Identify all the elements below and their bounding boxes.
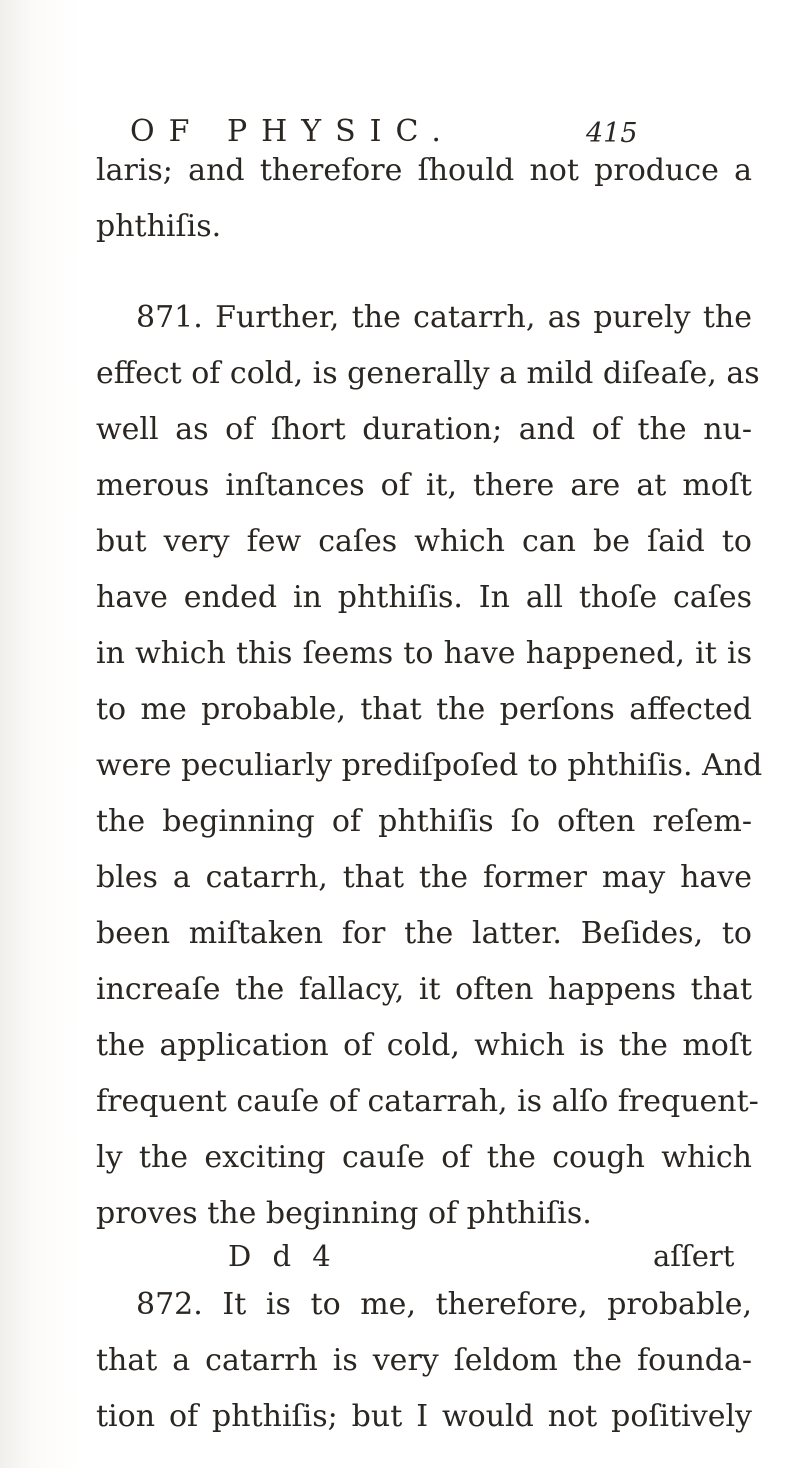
text-line: frequent cauſe of catarrah, is alſo frequent- (96, 1084, 759, 1119)
text-line: that a catarrh is very ſeldom the founda- (96, 1343, 752, 1378)
text-line: tion of phthiſis; but I would not poſitively (96, 1399, 752, 1434)
running-title: OF PHYSIC. (130, 114, 455, 149)
page-number: 415 (586, 118, 638, 149)
text-line: to me probable, that the perſons affected (96, 692, 752, 727)
paragraph-872 (0, 1277, 800, 1445)
text-line: bles a catarrh, that the former may have (96, 860, 752, 895)
text-line: in which this ſeems to have happened, it is (96, 636, 752, 671)
paragraph-continuation (0, 143, 800, 255)
text-line: 871. Further, the catarrh, as purely the (136, 300, 752, 335)
text-line: merous inſtances of it, there are at moſt (96, 468, 752, 503)
text-line: effect of cold, is generally a mild diſeaſe, as (96, 356, 760, 391)
text-line: were peculiarly prediſpoſed to phthiſis. And (96, 748, 763, 783)
paragraph-871 (0, 290, 800, 1242)
text-line: laris; and therefore ſhould not produce a (96, 153, 752, 188)
catchword: aſſert (653, 1239, 735, 1273)
text-line: phthiſis. (96, 209, 222, 244)
text-line: the application of cold, which is the moſt (96, 1028, 752, 1063)
text-line: well as of ſhort duration; and of the nu- (96, 412, 752, 447)
text-line: have ended in phthiſis. In all thoſe caſes (96, 580, 752, 615)
text-line: but very few caſes which can be ſaid to (96, 524, 752, 559)
footer-line (0, 1232, 800, 1280)
text-line: ly the exciting cauſe of the cough which (96, 1140, 752, 1175)
text-line: the beginning of phthiſis ſo often reſem- (96, 804, 752, 839)
text-line: 872. It is to me, therefore, probable, (136, 1287, 752, 1322)
signature-mark: D d 4 (228, 1239, 337, 1273)
text-line: increaſe the fallacy, it often happens that (96, 972, 752, 1007)
text-line: proves the beginning of phthiſis. (96, 1196, 592, 1231)
text-line: been miſtaken for the latter. Beſides, to (96, 916, 752, 951)
